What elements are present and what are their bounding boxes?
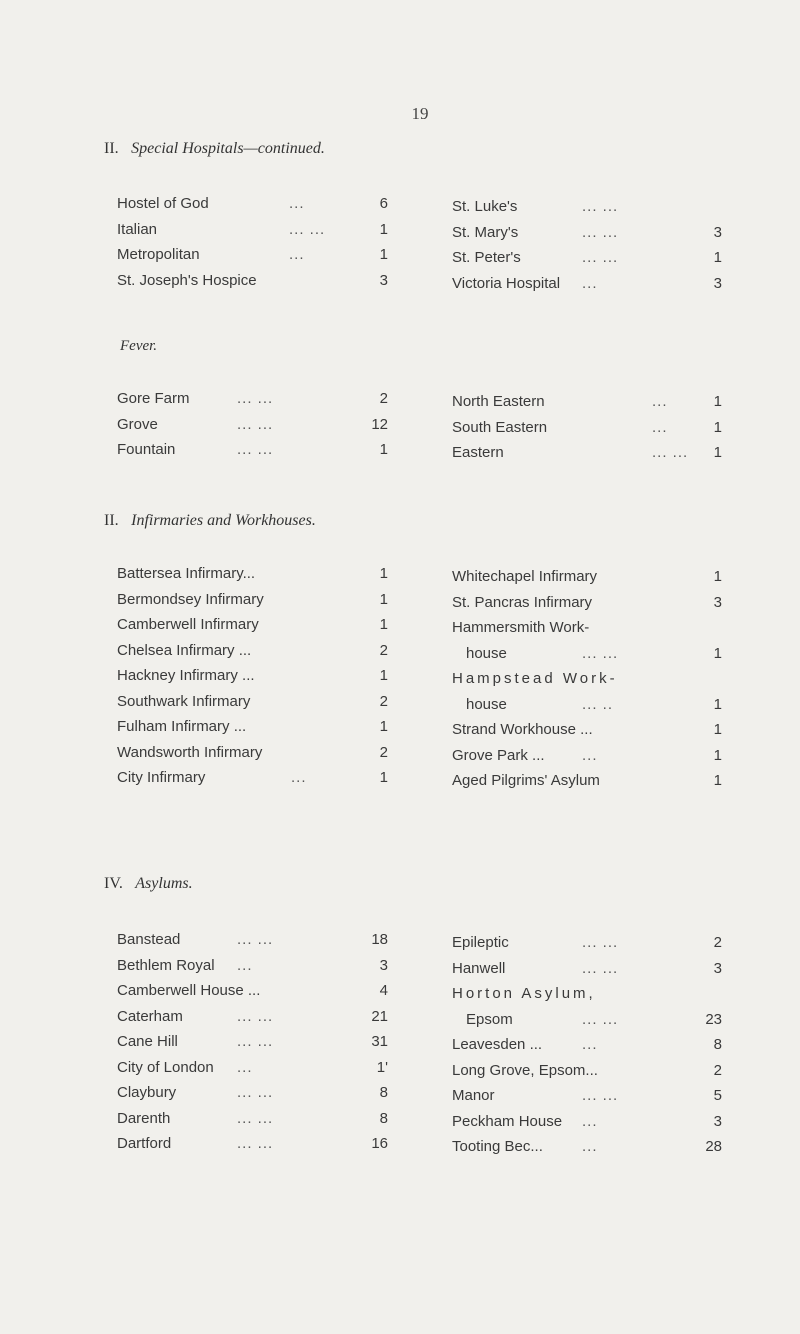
entry-count: 12 (371, 415, 388, 433)
entry-name: Hackney Infirmary ... (117, 667, 255, 684)
entry-count: 1 (713, 695, 722, 713)
entry-name: Caterham (117, 1007, 183, 1025)
entry-count: 1 (379, 769, 388, 786)
infirmaries-left-column (117, 561, 388, 791)
entry-name: Bethlem Royal (117, 956, 215, 974)
list-item (452, 692, 722, 718)
list-item (452, 1032, 722, 1058)
section-title: Special Hospitals—continued. (131, 140, 325, 157)
list-item (452, 271, 722, 297)
leader-dots: ... ... (289, 220, 326, 238)
entry-name: Hostel of God (117, 195, 209, 212)
entry-count: 2 (713, 1061, 722, 1079)
list-item (452, 564, 722, 590)
list-item (452, 220, 722, 246)
list-item (452, 1083, 722, 1109)
leader-dots: ... ... (237, 415, 274, 433)
entry-name: Claybury (117, 1084, 177, 1101)
entry-name: Grove Park ... (452, 746, 545, 764)
entry-count: 1 (379, 667, 388, 684)
list-item (452, 768, 722, 794)
list-item (452, 717, 722, 743)
list-item (452, 1007, 722, 1033)
list-item (117, 561, 388, 587)
entry-count: 2 (713, 934, 722, 951)
entry-name: Hammersmith Work- (452, 619, 590, 636)
list-item (117, 1106, 388, 1132)
entry-name: Darenth (117, 1109, 171, 1127)
entry-count: 1 (379, 616, 388, 633)
entry-name: Southwark Infirmary (117, 692, 251, 710)
entry-count: 1 (379, 441, 388, 458)
entry-count: 3 (379, 271, 388, 289)
entry-count: 1 (713, 393, 722, 410)
entry-name: Dartford (117, 1135, 172, 1152)
entry-name: City of London (117, 1058, 214, 1076)
leader-dots: ... ... (237, 390, 274, 407)
entry-count: 3 (713, 959, 722, 977)
list-item (117, 612, 388, 638)
leader-dots: ... ... (582, 223, 619, 241)
leader-dots: ... (582, 274, 598, 292)
entry-count: 1 (379, 590, 388, 608)
entry-name: St. Mary's (452, 223, 519, 241)
entry-name: Italian (117, 220, 158, 238)
list-item (452, 1058, 722, 1084)
entry-count: 21 (371, 1007, 388, 1025)
entry-count: 1' (376, 1058, 388, 1076)
leader-dots: ... ... (582, 1087, 619, 1104)
entry-count: 3 (713, 593, 722, 611)
entry-name: Bermondsey Infirmary (117, 590, 264, 608)
entry-name: Peckham House (452, 1112, 563, 1130)
entry-count: 3 (713, 223, 722, 241)
entry-name: North Eastern (452, 393, 545, 410)
leader-dots: ... ... (582, 198, 619, 215)
entry-name: Tooting Bec... (452, 1138, 543, 1155)
leader-dots: ... (582, 746, 598, 764)
entry-name: City Infirmary (117, 769, 206, 786)
leader-dots: ... ... (237, 1109, 274, 1127)
entry-count: 1 (379, 565, 388, 582)
leader-dots: ... (652, 393, 668, 410)
entry-count: 1 (379, 220, 388, 238)
entry-count: 3 (379, 956, 388, 974)
list-item (117, 1080, 388, 1106)
entry-count: 1 (713, 721, 722, 738)
entry-name: St. Pancras Infirmary (452, 593, 593, 611)
entry-count: 6 (379, 195, 388, 212)
entry-name: Horton Asylum, (452, 985, 596, 1002)
list-item (117, 217, 388, 243)
entry-name: house (466, 695, 507, 713)
entry-name: St. Joseph's Hospice (117, 271, 257, 289)
leader-dots: ... ... (582, 1010, 619, 1028)
leader-dots: ... ... (237, 931, 274, 948)
list-item (452, 194, 722, 220)
section-heading-special-hospitals (104, 140, 325, 158)
leader-dots: ... ... (237, 441, 274, 458)
list-item (452, 1134, 722, 1160)
entry-count: 1 (379, 718, 388, 735)
entry-count: 2 (379, 641, 388, 659)
section-heading-asylums (104, 875, 193, 893)
leader-dots: ... ... (582, 959, 619, 977)
entry-count: 1 (713, 444, 722, 461)
section-numeral: IV. (104, 875, 123, 892)
list-item (452, 641, 722, 667)
list-item (117, 1029, 388, 1055)
entry-name: Victoria Hospital (452, 274, 561, 292)
list-item (452, 1109, 722, 1135)
leader-dots: ... (582, 1138, 598, 1155)
leader-dots: ... ... (582, 644, 619, 662)
entry-count: 5 (713, 1087, 722, 1104)
list-item (117, 638, 388, 664)
section-numeral: II. (104, 512, 119, 529)
list-item (452, 666, 722, 692)
entry-count: 2 (379, 692, 388, 710)
leader-dots: ... (291, 769, 307, 786)
asylums-left-column (117, 927, 388, 1157)
section-numeral: II. (104, 140, 119, 157)
entry-name: Grove (117, 415, 158, 433)
entry-count: 1 (713, 772, 722, 789)
entry-count: 3 (713, 1112, 722, 1130)
entry-name: Eastern (452, 444, 504, 461)
entry-count: 8 (379, 1084, 388, 1101)
list-item (117, 953, 388, 979)
entry-name: Battersea Infirmary... (117, 565, 256, 582)
leader-dots: ... ... (237, 1033, 274, 1050)
entry-count: 23 (705, 1010, 722, 1028)
entry-count: 16 (371, 1135, 388, 1152)
special-left-column (117, 191, 388, 293)
subheading-fever: Fever. (120, 338, 158, 354)
leader-dots: ... ... (237, 1084, 274, 1101)
list-item (117, 1131, 388, 1157)
list-item (452, 440, 722, 466)
leader-dots: ... ... (582, 249, 619, 266)
list-item (117, 740, 388, 766)
entry-count: 8 (713, 1036, 722, 1053)
entry-count: 2 (379, 743, 388, 761)
section-title: Infirmaries and Workhouses. (131, 512, 316, 529)
infirmaries-right-column (452, 564, 722, 794)
entry-count: 28 (705, 1138, 722, 1155)
leader-dots: ... (582, 1036, 598, 1053)
list-item (452, 590, 722, 616)
leader-dots: ... (237, 956, 253, 974)
entry-count: 18 (371, 931, 388, 948)
entry-name: Cane Hill (117, 1033, 178, 1050)
list-item (117, 437, 388, 463)
entry-name: house (466, 644, 507, 662)
entry-name: Metropolitan (117, 246, 200, 263)
list-item (452, 389, 722, 415)
list-item (452, 930, 722, 956)
list-item (117, 242, 388, 268)
fever-left-column (117, 386, 388, 463)
entry-name: Fountain (117, 441, 176, 458)
entry-count: 8 (379, 1109, 388, 1127)
entry-name: Banstead (117, 931, 181, 948)
entry-name: Epileptic (452, 934, 509, 951)
leader-dots: ... ... (237, 1135, 274, 1152)
leader-dots: ... (289, 246, 305, 263)
leader-dots: ... (237, 1058, 253, 1076)
list-item (117, 689, 388, 715)
asylums-right-column (452, 930, 722, 1160)
entry-name: Epsom (466, 1010, 513, 1028)
entry-count: 1 (713, 644, 722, 662)
entry-name: Camberwell House ... (117, 982, 261, 999)
leader-dots: ... ... (652, 444, 689, 461)
entry-name: Manor (452, 1087, 495, 1104)
page-number: 19 (411, 104, 429, 123)
list-item (117, 587, 388, 613)
entry-count: 1 (379, 246, 388, 263)
entry-name: Wandsworth Infirmary (117, 743, 263, 761)
list-item (117, 714, 388, 740)
entry-name: Strand Workhouse ... (452, 721, 593, 738)
entry-count: 3 (713, 274, 722, 292)
leader-dots: ... ... (237, 1007, 274, 1025)
entry-count: 2 (379, 390, 388, 407)
section-heading-infirmaries (104, 512, 316, 530)
section-title: Asylums. (135, 875, 193, 892)
entry-name: Fulham Infirmary ... (117, 718, 247, 735)
list-item (452, 245, 722, 271)
entry-name: St. Peter's (452, 249, 521, 266)
list-item (117, 386, 388, 412)
leader-dots: ... (652, 418, 668, 436)
list-item (117, 268, 388, 294)
entry-name: Hanwell (452, 959, 506, 977)
list-item (117, 1004, 388, 1030)
list-item (452, 981, 722, 1007)
list-item (117, 1055, 388, 1081)
leader-dots: ... (582, 1112, 598, 1130)
entry-count: 4 (379, 982, 388, 999)
list-item (117, 978, 388, 1004)
leader-dots: ... (289, 195, 305, 212)
leader-dots: ... ... (582, 934, 619, 951)
list-item (117, 765, 388, 791)
list-item (117, 412, 388, 438)
entry-name: Leavesden ... (452, 1036, 543, 1053)
entry-count: 31 (371, 1033, 388, 1050)
entry-count: 1 (713, 746, 722, 764)
entry-name: St. Luke's (452, 198, 518, 215)
fever-right-column (452, 389, 722, 466)
list-item (452, 743, 722, 769)
entry-name: Long Grove, Epsom... (452, 1061, 598, 1079)
entry-name: Whitechapel Infirmary (452, 568, 598, 585)
entry-name: Hampstead Work- (452, 670, 618, 687)
list-item (117, 663, 388, 689)
list-item (452, 615, 722, 641)
special-right-column (452, 194, 722, 296)
list-item (117, 191, 388, 217)
list-item (452, 415, 722, 441)
list-item (117, 927, 388, 953)
entry-name: South Eastern (452, 418, 548, 436)
entry-name: Gore Farm (117, 390, 190, 407)
entry-count: 1 (713, 418, 722, 436)
entry-name: Aged Pilgrims' Asylum (452, 772, 600, 789)
entry-name: Camberwell Infirmary (117, 616, 259, 633)
entry-count: 1 (713, 568, 722, 585)
entry-count: 1 (713, 249, 722, 266)
leader-dots: ... .. (582, 695, 614, 713)
entry-name: Chelsea Infirmary ... (117, 641, 252, 659)
list-item (452, 956, 722, 982)
